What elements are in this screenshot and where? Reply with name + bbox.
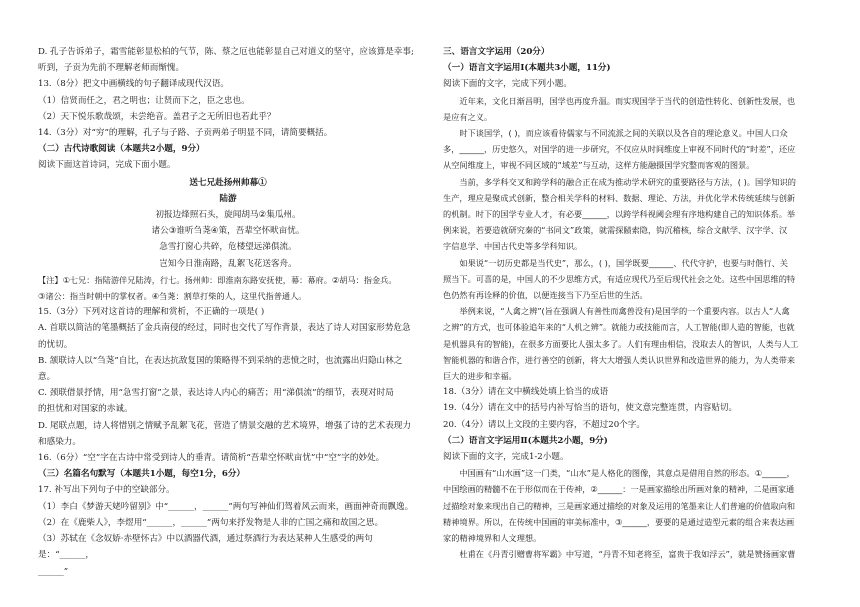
right-text-line: 智能机器的和谐合作，进行善空的创新，将大大增强人类认识世界和改造世界的能力，为人类带来 (443, 354, 796, 365)
right-text-line: 举例来说，“人禽之辨”(旨在强调人有善性而禽兽没有)是国学的一个重要内容。以古人“人禽 (459, 306, 790, 317)
right-text-line: 例来说，若要造就研究秦的“书同文”政策，就需探赜索隐，钩沉稽核，综合文献学、汉字学、汉 (443, 225, 788, 236)
left-text-line: 送七兄赴扬州帅幕① (189, 177, 267, 188)
left-text-line: 【注】①七兄：指陆游伴兄陆涛，行七。扬州帅：即淮南东路安抚使，幕：幕府。②胡马：指金兵。 (38, 274, 397, 285)
left-column (38, 44, 418, 580)
right-column (443, 44, 826, 563)
left-text-line: 初报边烽照石头，旋闻胡马②集瓜州。 (155, 210, 301, 221)
right-text-line: 家的精神境界和人文理想。 (443, 533, 542, 544)
left-text-line: 和感染力。 (38, 436, 81, 447)
right-text-line: （二）语言文字运用Ⅱ(本题共2小题，9分) (443, 435, 608, 446)
right-text-line: 是机器具有的智能)，在很多方面要比人强太多了。人们有理由相信，没取去人的智识，人类与人工 (443, 338, 799, 349)
right-text-line: 时下谈国学，( )，而应该看待儒家与不同流派之间的关联以及各自的理论意义。中国人口众 (459, 128, 788, 139)
right-text-line: 20.（4分）请以上文段的主要内容，不超过20个字。 (443, 419, 645, 430)
left-text-line: 意。 (38, 372, 56, 383)
right-text-line: 字信息学、中国古代史等多学科知识。 (443, 241, 583, 252)
right-text-line: 当前，多学科交叉和跨学科的融合正在成为推动学术研究的重要路径与方法，( )。国学知识的 (459, 176, 796, 187)
right-text-line: 生产，理应是聚成式创新，整合相关学科的材料、数据、理论、方法，并优化学术传统延续与创新 (443, 192, 796, 203)
left-text-line: （三）名篇名句默写（本题共1小题，每空1分，6分） (38, 469, 246, 480)
right-text-line: 杜甫在《丹青引赠曹将军霸》中写道，“丹青不知老将至，富贵于我如浮云”，就是赞扬画家曹 (459, 549, 796, 560)
right-text-line: 过描绘对象来现出自己的精神，三是画家通过描绘的对象及运用的笔墨来让人们普遍的价值取向和 (443, 500, 796, 511)
left-text-line: D. 孔子告诉弟子，霜雪能彰显松柏的气节，陈、蔡之厄也能彰显自己对道义的坚守，应该算是幸事; (38, 47, 414, 57)
left-text-line: （二）古代诗歌阅读（本题共2小题，9分） (38, 144, 205, 155)
right-text-line: 阅读下面的文字，完成下列小题。 (443, 79, 572, 90)
right-text-line: 多，______，历史悠久，对国学的进一步研究，不仅应从时间维度上审视不同时代的“时差”，还应 (443, 144, 796, 155)
right-text-line: 三、语言文字运用（20分） (443, 47, 550, 57)
left-text-line: 的担忧和对国家的赤诚。 (38, 404, 133, 415)
left-text-line: 的忧切。 (38, 339, 73, 350)
left-text-line: （2）在《鹿柴人》，李煜用“______，______”两句来抒发物是人非的亡国之痛和故国之思。 (38, 517, 384, 528)
left-text-line: ______” (38, 566, 69, 577)
left-text-line: 阅读下面这首诗词，完成下面小题。 (38, 160, 176, 171)
right-text-line: 19.（4分）请在文中的括号内补写恰当的语句，使文意完整连贯，内容贴切。 (443, 403, 738, 414)
left-text-line: ③诸公：指当时朝中的掌权者。④刍荛：割草打柴的人，这里代指普通人。 (38, 291, 307, 302)
left-text-line: （3）苏轼在《念奴娇·赤壁怀古》中以酒器代酒，通过祭酒行为表达某种人生感受的两句是：“______， (38, 534, 373, 561)
left-text-line: 15.（3分）下列对这首诗的理解和赏析，不正确的一项是( ) (38, 307, 265, 318)
right-text-line: 精神境界。所以，在传统中国画的审美标准中，③______，要要的是通过造型元素的组合来表达画 (443, 516, 795, 527)
right-text-line: 照当下。可喜的是，中国人的不少思维方式，有适应现代乃至后现代社会之处。这些中国思维的特 (443, 273, 796, 284)
right-text-line: 的机制。时下的国学专业人才，有必要______，以跨学科视阈会理有序地构建自己的知识体系。举 (443, 209, 796, 220)
left-text-line: 岂知今日淮南路，乱絮飞花送客舟。 (159, 258, 297, 269)
left-text-line: A. 首联以简洁的笔墨概括了金兵南侵的经过，同时也交代了写作背景，表达了诗人对国家形势危急 (38, 323, 411, 334)
right-text-line: 从空间维度上，审视不同区域的“域差”与互动，这样方能融摄国学究整而客观的图景。 (443, 160, 755, 171)
left-text-line: 17. 补写出下列句子中的空缺部分。 (38, 485, 175, 496)
left-text-line: 听到，子贡为先前不理解老师而惭愧。 (38, 63, 185, 74)
right-text-line: 之辨”的方式，也可体验追年来的“人机之辨”。就能力或技能而言，人工智能(即人造的智能，也就 (443, 322, 795, 333)
right-text-line: 巨大的进步和幸福。 (443, 371, 517, 382)
left-text-line: （1）信贤而任之，君之明也；让贤而下之，臣之忠也。 (38, 95, 250, 106)
right-text-line: （一）语言文字运用Ⅰ(本题共3小题，11分) (443, 63, 611, 74)
left-text-line: 13.（8分）把文中画横线的句子翻译成现代汉语。 (38, 79, 230, 90)
left-text-line: D. 尾联点题，诗人将惜别之情赋予乱絮飞花，营造了情景交融的艺术境界，增强了诗的艺术表现力 (38, 420, 411, 431)
left-text-line: C. 颈联借景抒情，用“急雪打窗”之景，表达诗人内心的痛苦；用“涕俱流”的细节，表现对时局 (38, 388, 394, 399)
right-text-line: 如果说“一切历史都是当代史”，那么，( )，国学既要______、代代守护，也要与时偕行、关 (459, 257, 788, 268)
right-text-line: 中国绘画的精髓不在于形似而在于传神，②______：一是画家描绘出所画对象的精神，二是画家通 (443, 484, 795, 495)
left-text-line: 诸公③谁听刍荛④策，吾辈空怀畎亩忧。 (151, 226, 305, 237)
right-text-line: 中国画有“山水画”这一门类，“山水”是人格化的图像，其意点是借用自然的形态。①______， (459, 468, 795, 479)
right-text-line: 是应有之义。 (443, 111, 493, 122)
left-text-line: 16.（6分）“空”字在古诗中常受到诗人的垂青。请简析“吾辈空怀畎亩忧”中“空”字的妙处。 (38, 453, 385, 464)
right-text-line: 近年来，文化日渐昌明，国学也再度升温。而实现国学于当代的创造性转化、创新性发展，也 (459, 95, 796, 106)
left-text-line: 14.（3分）对“穷”的理解，孔子与子路、子贡两弟子明显不同，请简要概括。 (38, 128, 333, 139)
left-text-line: （2）天下悦乐歌哉颂，未尝绝音。盖君子之无所旧也若此乎？ (38, 111, 276, 122)
left-text-line: 陆游 (219, 193, 237, 204)
left-text-line: （1）李白《梦游天姥吟留别》中“______，______”两句写神仙们驾着风云而来，画面神奇而飘逸。 (38, 501, 414, 512)
right-text-line: 18.（3分）请在文中横线处填上恰当的成语 (443, 387, 609, 398)
right-text-line: 阅读下面的文字，完成1-2小题。 (443, 452, 569, 463)
left-text-line: 急雪打窗心共碎，危楼望远涕俱流。 (159, 242, 297, 253)
left-text-line: B. 颔联诗人以“刍荛”自比，在表达抗敌复国的策略得不到采纳的悲愤之时，也流露出归隐山林之 (38, 355, 403, 366)
right-text-line: 色仍然有再诠释的价值，以便连接当下乃至后世的生活。 (443, 290, 648, 301)
